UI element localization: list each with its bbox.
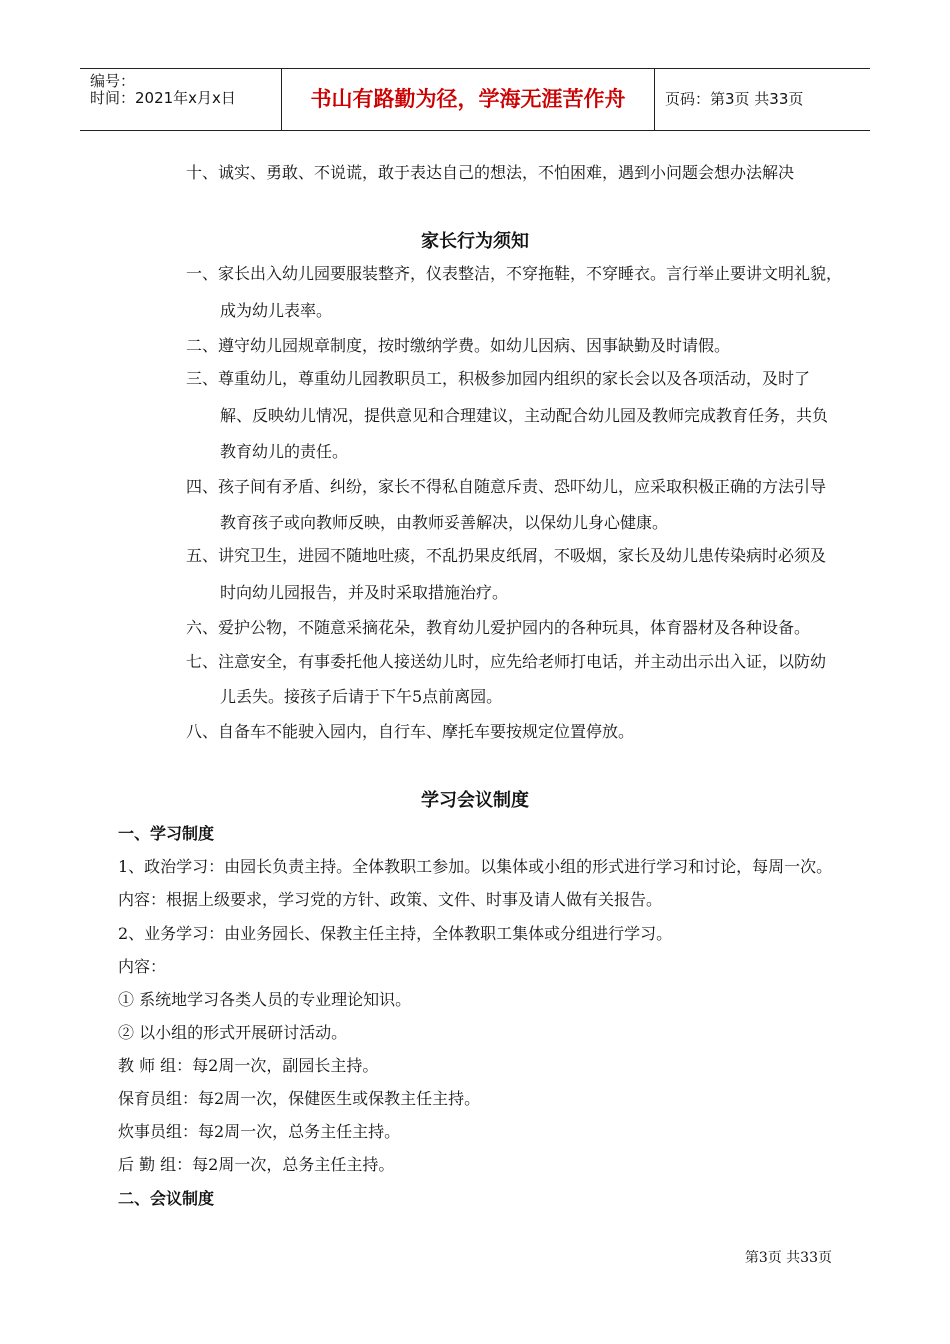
parents-line: 三、尊重幼儿，尊重幼儿园教职员工，积极参加园内组织的家长会以及各项活动，及时了 (186, 369, 811, 388)
parents-line: 教育幼儿的责任。 (220, 442, 349, 461)
study-line: 炊事员组：每2周一次，总务主任主持。 (118, 1122, 401, 1141)
study-line: 2、业务学习：由业务园长、保教主任主持，全体教职工集体或分组进行学习。 (118, 924, 673, 943)
parents-line: 解、反映幼儿情况，提供意见和合理建议，主动配合幼儿园及教师完成教育任务，共负 (220, 406, 829, 425)
parents-line: 八、自备车不能驶入园内，自行车、摩托车要按规定位置停放。 (186, 722, 635, 741)
page-footer: 第3页 共33页 (744, 1250, 832, 1266)
study-line: 1、政治学习：由园长负责主持。全体教职工参加。以集体或小组的形式进行学习和讨论，每周一次。 (118, 857, 833, 876)
parents-line: 教育孩子或向教师反映，由教师妥善解决，以保幼儿身心健康。 (220, 513, 669, 532)
parents-title: 家长行为须知 (421, 231, 529, 252)
parents-line: 四、孩子间有矛盾、纠纷，家长不得私自随意斥责、恐吓幼儿，应采取积极正确的方法引导 (186, 477, 827, 496)
parents-line: 五、讲究卫生，进园不随地吐痰，不乱扔果皮纸屑，不吸烟，家长及幼儿患传染病时必须及 (186, 546, 827, 565)
study-line: 教 师 组：每2周一次，副园长主持。 (118, 1056, 379, 1075)
document-header (80, 68, 870, 131)
header-left-cell (80, 69, 280, 130)
prev-item-10: 十、诚实、勇敢、不说谎，敢于表达自己的想法，不怕困难，遇到小问题会想办法解决 (186, 163, 795, 182)
study-subheading-2: 二、会议制度 (118, 1189, 215, 1208)
study-line: 保育员组：每2周一次，保健医生或保教主任主持。 (118, 1089, 481, 1108)
parents-line: 二、遵守幼儿园规章制度，按时缴纳学费。如幼儿因病、因事缺勤及时请假。 (186, 336, 731, 355)
parents-line: 七、注意安全，有事委托他人接送幼儿时，应先给老师打电话，并主动出示出入证，以防幼 (186, 652, 827, 671)
parents-line: 时向幼儿园报告，并及时采取措施治疗。 (220, 583, 509, 602)
time-label: 时间：2021年x月x日 (90, 89, 236, 107)
study-line: ① 系统地学习各类人员的专业理论知识。 (118, 990, 412, 1009)
study-title: 学习会议制度 (421, 790, 529, 811)
header-right-cell (655, 69, 870, 130)
parents-line: 儿丢失。接孩子后请于下午5点前离园。 (220, 687, 503, 706)
header-motto-cell (281, 69, 655, 130)
study-line: 内容：根据上级要求，学习党的方针、政策、文件、时事及请人做有关报告。 (118, 890, 663, 909)
serial-label: 编号： (90, 72, 136, 90)
study-line: 后 勤 组：每2周一次，总务主任主持。 (118, 1155, 395, 1174)
parents-line: 一、家长出入幼儿园要服装整齐，仪表整洁，不穿拖鞋，不穿睡衣。言行举止要讲文明礼貌， (186, 264, 843, 283)
parents-line: 六、爱护公物，不随意采摘花朵，教育幼儿爱护园内的各种玩具，体育器材及各种设备。 (186, 618, 811, 637)
study-line: ② 以小组的形式开展研讨活动。 (118, 1023, 348, 1042)
motto: 书山有路勤为径，学海无涯苦作舟 (310, 87, 626, 111)
page-label: 页码：第3页 共33页 (665, 90, 804, 108)
study-subheading-1: 一、学习制度 (118, 824, 215, 843)
parents-line: 成为幼儿表率。 (220, 301, 333, 320)
study-line: 内容： (118, 957, 167, 976)
